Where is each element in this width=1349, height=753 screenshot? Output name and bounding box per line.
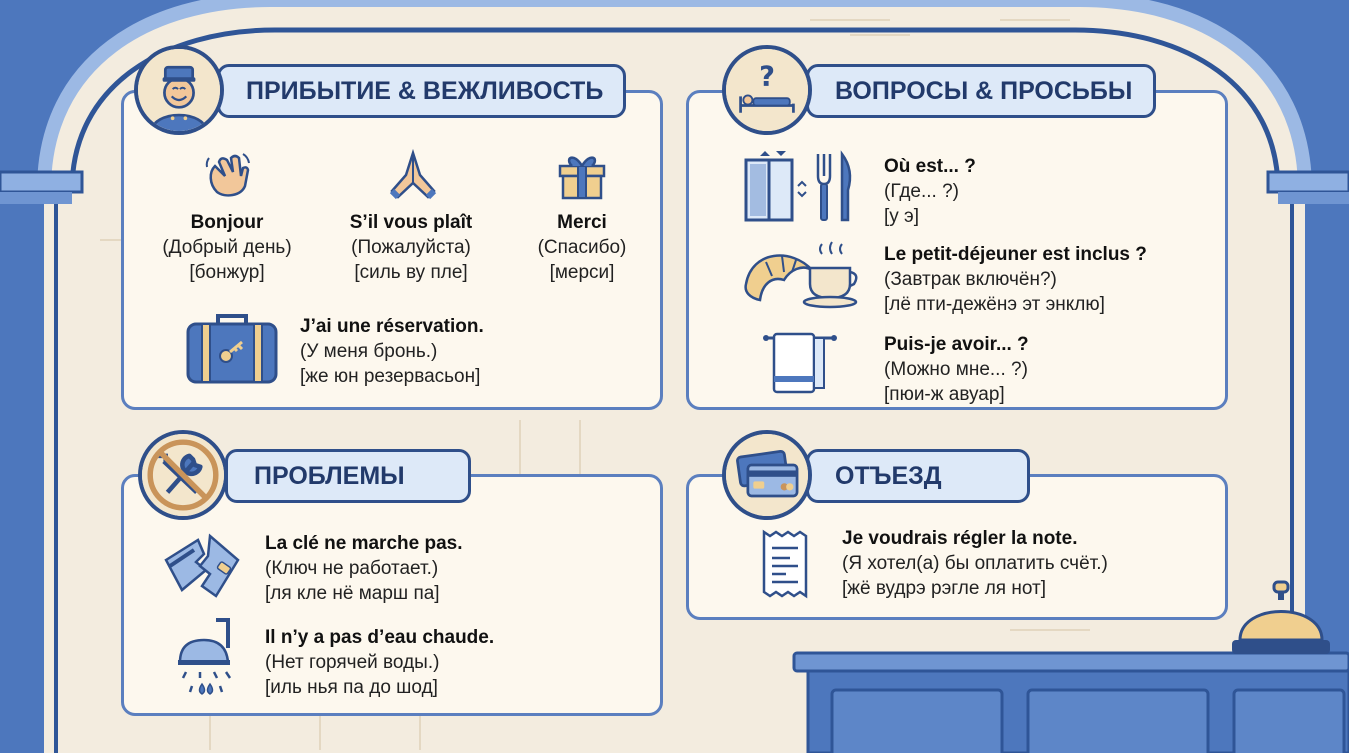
phrase-key-broken: [265, 531, 463, 606]
phrase-french: J’ai une réservation.: [300, 316, 484, 337]
broken-key-card-icon: [160, 530, 244, 602]
phrase-sil-vous-plait: [326, 210, 496, 285]
phrase-transcription: [силь ву пле]: [354, 262, 468, 283]
phrase-transcription: [бонжур]: [189, 262, 265, 283]
phrase-russian: (У меня бронь.): [300, 341, 438, 362]
phrase-ou-est: [884, 154, 976, 229]
phrase-transcription: [жё вудрэ рэгле ля нот]: [842, 578, 1046, 599]
phrase-russian: (Ключ не работает.): [265, 558, 439, 579]
phrase-settle-bill: [842, 526, 1108, 601]
phrase-russian: (Где... ?): [884, 181, 960, 202]
phrase-transcription: [мерси]: [549, 262, 615, 283]
phrase-french: La clé ne marche pas.: [265, 533, 463, 554]
phrase-transcription: [лё пти-дежёнэ эт энклю]: [884, 294, 1105, 315]
departure-header: ОТЪЕЗД: [806, 449, 1030, 503]
no-repair-icon: [138, 430, 228, 520]
phrase-russian: (Я хотел(а) бы оплатить счёт.): [842, 553, 1108, 574]
waving-hand-icon: [203, 150, 253, 200]
towel-icon: [762, 330, 838, 394]
phrase-russian: (Добрый день): [162, 237, 292, 258]
phrase-russian: (Нет горячей воды.): [265, 652, 440, 673]
credit-card-icon: [722, 430, 812, 520]
phrase-breakfast: [884, 242, 1147, 317]
svg-text:?: ?: [759, 61, 775, 93]
phrase-transcription: [ля кле нё марш па]: [265, 583, 440, 604]
phrase-bonjour: [147, 210, 307, 285]
phrase-puis-je-avoir: [884, 332, 1029, 407]
elevator-cutlery-icon: [742, 150, 858, 222]
phrase-french: Bonjour: [190, 212, 264, 233]
phrase-russian: (Завтрак включён?): [884, 269, 1057, 290]
phrase-russian: (Спасибо): [537, 237, 627, 258]
phrase-french: Je voudrais régler la note.: [842, 528, 1078, 549]
gift-icon: [556, 148, 608, 200]
shower-icon: [172, 618, 238, 698]
phrase-transcription: [у э]: [884, 206, 920, 227]
phrase-french: Le petit-déjeuner est inclus ?: [884, 244, 1147, 265]
questions-header: ВОПРОСЫ & ПРОСЬБЫ: [806, 64, 1156, 118]
arrival-header: ПРИБЫТИЕ & ВЕЖЛИВОСТЬ: [217, 64, 626, 118]
phrase-french: Merci: [557, 212, 607, 233]
phrase-russian: (Можно мне... ?): [884, 359, 1028, 380]
phrase-french: Où est... ?: [884, 156, 976, 177]
phrase-french: S’il vous plaît: [349, 212, 473, 233]
phrase-transcription: [иль нья па до шод]: [265, 677, 438, 698]
phrase-french: Il n’y a pas d’eau chaude.: [265, 627, 495, 648]
problems-header: ПРОБЛЕМЫ: [225, 449, 471, 503]
phrase-transcription: [же юн резервасьон]: [300, 366, 481, 387]
phrase-reservation: [300, 314, 484, 389]
phrase-french: Puis-je avoir... ?: [884, 334, 1029, 355]
phrase-russian: (Пожалуйста): [351, 237, 471, 258]
phrase-no-hot-water: [265, 625, 494, 700]
suitcase-icon: [184, 310, 280, 386]
phrase-merci: [512, 210, 652, 285]
praying-hands-icon: [384, 145, 442, 203]
receipt-icon: [760, 528, 810, 600]
croissant-coffee-icon: [742, 240, 858, 310]
bellhop-icon: [134, 45, 224, 135]
phrase-transcription: [пюи-ж авуар]: [884, 384, 1005, 405]
question-bed-icon: [722, 45, 812, 135]
